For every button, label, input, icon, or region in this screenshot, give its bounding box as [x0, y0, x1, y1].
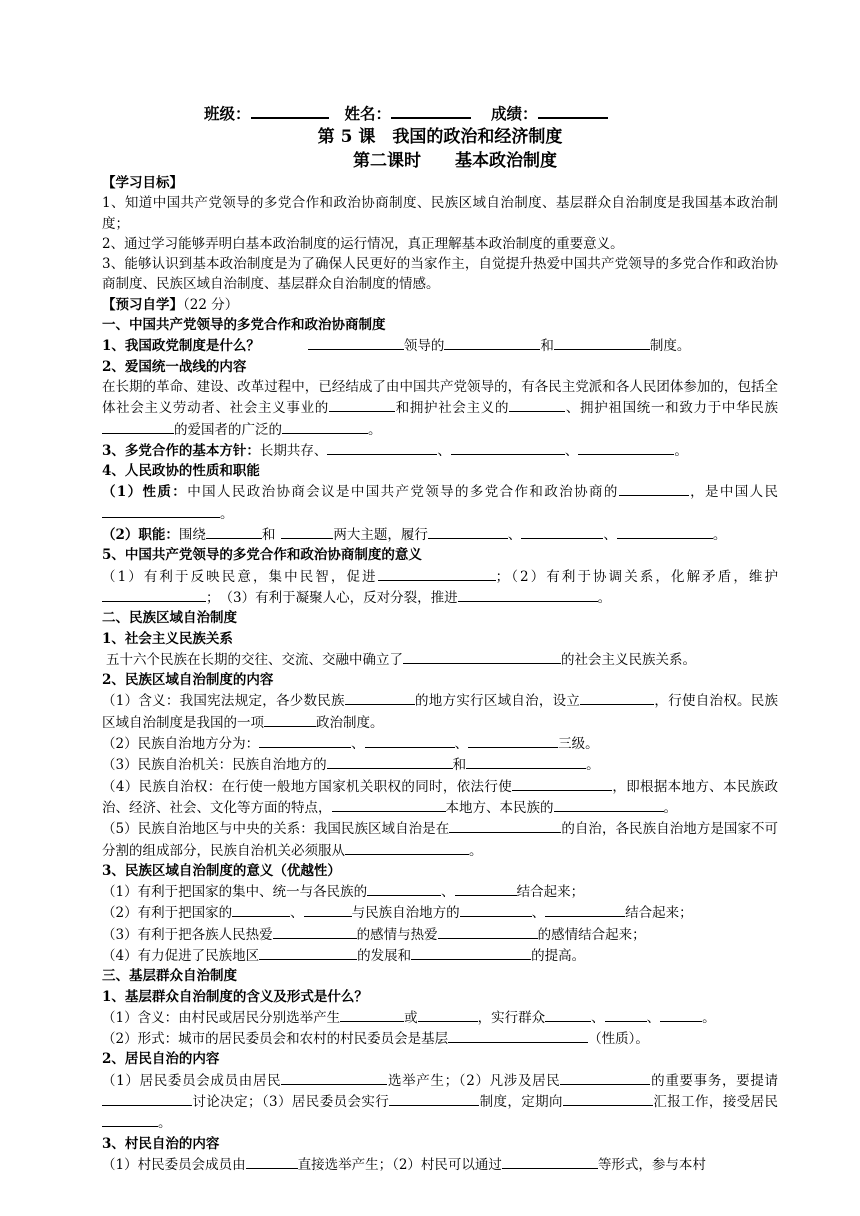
text: 讨论决定；（3）居民委员会实行 [192, 1094, 390, 1111]
s2-q3-3 [102, 924, 778, 945]
blank[interactable] [304, 902, 352, 917]
s2-q2-3 [102, 754, 778, 775]
blank[interactable] [102, 1091, 192, 1106]
name-label: 姓名： [344, 104, 392, 123]
class-label: 班级： [204, 104, 251, 123]
text: 的自治，各民族自治地方是国家不可分割的组成部分，民族自治机关必须服从 [102, 821, 779, 859]
text: 、 [646, 1009, 661, 1026]
blank[interactable] [403, 649, 561, 664]
blank[interactable] [578, 440, 674, 455]
blank[interactable] [232, 902, 290, 917]
text: （2）民族自治地方分为： [102, 736, 260, 753]
blank[interactable] [617, 524, 713, 539]
text: （4）民族自治权：在行使一般地方国家机关职权的同时，依法行使 [102, 778, 513, 795]
text: 制度，定期向 [479, 1094, 563, 1111]
text: （1）居民委员会成员由居民 [102, 1072, 282, 1089]
blank[interactable] [428, 524, 508, 539]
blank[interactable] [455, 881, 517, 896]
text: 、 [290, 905, 304, 922]
blank[interactable] [502, 1154, 598, 1169]
text: 。 [220, 505, 234, 522]
blank[interactable] [102, 503, 220, 518]
objective-item-3: 3、能够认识到基本政治制度是为了确保人民更好的当家作主，自觉提升热爱中国共产党领导的多党合作和政治协商制度、民族区域自治制度、基层群众自治制度的情感。 [102, 256, 778, 293]
blank[interactable] [449, 818, 561, 833]
s2-q3-title: 3、民族区域自治制度的意义（优越性） [102, 862, 341, 879]
worksheet-content [102, 101, 778, 1175]
lesson-title: 第 5 课 我国的政治和经济制度 [317, 127, 563, 147]
blank[interactable] [281, 1070, 387, 1085]
objective-item-1: 1、知道中国共产党领导的多党合作和政治协商制度、民族区域自治制度、基层群众自治制度是我国基本政治制度； [102, 195, 778, 232]
blank[interactable] [378, 566, 496, 581]
text: 。 [597, 589, 612, 606]
blank[interactable] [554, 797, 664, 812]
blank[interactable] [451, 440, 565, 455]
blank[interactable] [327, 754, 453, 769]
s1-q5-title: 5、中国共产党领导的多党合作和政治协商制度的意义 [102, 547, 422, 564]
text: 与民族自治地方的 [351, 905, 460, 922]
s3-q2-body [102, 1070, 778, 1134]
text: 制度。 [649, 338, 691, 355]
name-field[interactable] [391, 101, 471, 119]
text: 选举产生；（2）凡涉及居民 [387, 1072, 561, 1089]
blank[interactable] [512, 776, 612, 791]
text: 和 [261, 527, 276, 544]
s3-q1-title: 1、基层群众自治制度的含义及形式是什么？ [102, 988, 368, 1005]
text: 。 [702, 1009, 716, 1026]
text: （5）民族自治地区与中央的关系：我国民族区域自治是在 [102, 821, 450, 838]
text: ，是中国人民 [688, 484, 779, 501]
text: 和 [452, 757, 467, 774]
text: ； （3）有利于凝聚人心，反对分裂，推进 [206, 589, 458, 606]
blank[interactable] [345, 690, 415, 705]
text: 、 [437, 442, 451, 459]
text: 围绕 [178, 527, 206, 544]
text: （3）民族自治机关：民族自治地方的 [102, 757, 327, 774]
blank[interactable] [545, 1007, 591, 1022]
s1-q2-body [102, 377, 778, 440]
blank[interactable] [102, 587, 206, 602]
s1-q3 [102, 440, 778, 461]
text: 、 [454, 736, 469, 753]
s3-q3-title: 3、村民自治的内容 [102, 1135, 220, 1152]
blank[interactable] [438, 924, 538, 939]
blank[interactable] [332, 797, 446, 812]
blank[interactable] [273, 924, 357, 939]
student-info-header [152, 101, 778, 125]
s3-q1-2 [102, 1028, 778, 1049]
s2-q2-title: 2、民族区域自治制度的内容 [102, 672, 274, 689]
blank[interactable] [365, 733, 455, 748]
blank[interactable] [340, 1007, 404, 1022]
s2-q1-title: 1、社会主义民族关系 [102, 630, 233, 647]
blank[interactable] [509, 397, 565, 412]
s1-q1 [102, 335, 778, 356]
text: （4）有力促进了民族地区 [102, 947, 260, 964]
s2-q3-4 [102, 945, 778, 966]
section-2-title: 二、民族区域自治制度 [102, 610, 237, 627]
s1-q2-title: 2、爱国统一战线的内容 [102, 358, 247, 375]
blank[interactable] [206, 524, 262, 539]
text: 领导的 [403, 338, 445, 355]
text: 。 [158, 1115, 172, 1132]
score-label: 成绩： [491, 104, 538, 123]
s2-q2-2 [102, 733, 778, 754]
text: （1）有利于反映民意，集中民智，促进 [102, 568, 378, 585]
class-field[interactable] [251, 101, 329, 119]
text: （1）有利于把国家的集中、统一与各民族的 [102, 884, 368, 901]
blank[interactable] [367, 881, 441, 896]
blank[interactable] [660, 1007, 702, 1022]
blank[interactable] [545, 902, 625, 917]
preview-heading: 【预习自学】 [102, 296, 183, 313]
text: ，行使自治权。民族区域自治制度是我国的一项 [102, 693, 779, 731]
text: 两大主题，履行 [333, 527, 428, 544]
text: 汇报工作，接受居民 [652, 1094, 779, 1111]
blank[interactable] [458, 587, 598, 602]
blank[interactable] [345, 840, 469, 855]
blank[interactable] [554, 335, 650, 350]
objectives-heading: 【学习目标】 [102, 175, 183, 191]
s1-q4-1-label: （1）性质： [102, 484, 188, 501]
text: 的发展和 [357, 947, 412, 964]
text: （性质）。 [588, 1031, 649, 1048]
text: 、 [591, 1009, 605, 1026]
text: 的感情与热爱 [356, 926, 438, 943]
text: （1）含义：由村民或居民分别选举产生 [102, 1009, 341, 1026]
section-3-title: 三、基层群众自治制度 [102, 968, 237, 985]
s3-q1-1 [102, 1007, 778, 1028]
blank[interactable] [466, 754, 586, 769]
text: 、 [564, 442, 579, 459]
text: 的提高。 [531, 947, 586, 964]
blank[interactable] [468, 733, 558, 748]
blank[interactable] [580, 690, 654, 705]
text: （1）村民委员会成员由 [102, 1156, 246, 1173]
text: 。 [586, 757, 600, 774]
text: 三级。 [558, 736, 599, 753]
blank[interactable] [281, 524, 333, 539]
text: 、拥护祖国统一和致力于中华民族 [565, 400, 778, 417]
blank[interactable] [282, 419, 368, 434]
text: 的重要事务，要提请 [650, 1072, 778, 1089]
blank[interactable] [246, 1154, 298, 1169]
blank[interactable] [411, 945, 531, 960]
score-field[interactable] [538, 101, 608, 119]
s2-q2-1 [102, 690, 778, 733]
text: 等形式，参与本村 [597, 1156, 706, 1173]
text: 。 [712, 527, 727, 544]
text: （2）形式：城市的居民委员会和农村的村民委员会是基层 [102, 1031, 449, 1048]
blank[interactable] [619, 481, 689, 496]
s2-q3-1 [102, 881, 778, 902]
blank[interactable] [444, 335, 540, 350]
period-title: 第二课时 基本政治制度 [353, 151, 557, 171]
s1-q4-1 [102, 481, 778, 524]
text: 、 [351, 736, 365, 753]
s2-q3-2 [102, 902, 778, 923]
text: 的爱国者的广泛的 [174, 421, 282, 438]
preview-heading-line [102, 295, 778, 315]
text: 、 [507, 527, 522, 544]
blank[interactable] [563, 1091, 653, 1106]
blank[interactable] [102, 419, 174, 434]
text: 结合起来； [625, 905, 693, 922]
section-1-title: 一、中国共产党领导的多党合作和政治协商制度 [102, 317, 386, 334]
text: 中国人民政治协商会议是中国共产党领导的多党合作和政治协商的 [187, 484, 619, 501]
blank[interactable] [102, 1112, 158, 1127]
blank[interactable] [560, 1070, 650, 1085]
text: 。 [469, 842, 483, 859]
blank[interactable] [259, 945, 357, 960]
text: 。 [663, 799, 677, 816]
text: （3）有利于把各族人民热爱 [102, 926, 273, 943]
s1-q4-title: 4、人民政协的性质和职能 [102, 463, 260, 480]
s3-q3-body [102, 1154, 778, 1175]
text: 和拥护社会主义的 [395, 400, 510, 417]
blank[interactable] [327, 440, 437, 455]
text: 的地方实行区域自治，设立 [414, 693, 581, 710]
text: 、 [531, 905, 546, 922]
text: 本地方、本民族的 [445, 799, 554, 816]
s1-q5-body [102, 566, 778, 609]
s2-q2-5 [102, 818, 778, 861]
text: 的感情结合起来； [537, 926, 646, 943]
blank[interactable] [329, 397, 395, 412]
s1-q4-2 [102, 524, 778, 545]
text: 、 [441, 884, 455, 901]
text: 或 [404, 1009, 418, 1026]
s2-q2-4 [102, 776, 778, 819]
s1-q1-label: 1、我国政党制度是什么？ [102, 338, 260, 355]
text: 结合起来； [516, 884, 585, 901]
blank[interactable] [605, 1007, 647, 1022]
text: （2）有利于把国家的 [102, 905, 233, 922]
objective-item-2: 2、通过学习能够弄明白基本政治制度的运行情况，真正理解基本政治制度的重要意义。 [102, 235, 624, 252]
text: 的社会主义民族关系。 [561, 651, 696, 668]
text: 长期共存、 [259, 442, 328, 459]
text: ，即根据本地方、本民族政治、经济、社会、文化等方面的特点， [102, 778, 779, 816]
blank[interactable] [308, 335, 404, 350]
text: 直接选举产生；（2）村民可以通过 [297, 1156, 502, 1173]
text: 。 [674, 442, 688, 459]
blank[interactable] [259, 733, 351, 748]
blank[interactable] [460, 902, 532, 917]
text: 五十六个民族在长期的交往、交流、交融中确立了 [106, 651, 403, 668]
text: 。 [368, 421, 382, 438]
s1-q4-2-label: （2）职能： [102, 527, 179, 544]
blank[interactable] [418, 1007, 478, 1022]
text: 在长期的革命、建设、改革过程中，已经结成了由中国共产党领导的，有各民主党派和各人民团体参加的，包括全体社会主义劳动者、社会主义事业的 [102, 378, 778, 417]
text: 政治制度。 [316, 714, 384, 731]
s1-q3-label: 3、多党合作的基本方针： [102, 442, 260, 459]
text: 和 [540, 338, 554, 355]
blank[interactable] [448, 1028, 588, 1043]
blank[interactable] [389, 1091, 479, 1106]
s3-q2-title: 2、居民自治的内容 [102, 1051, 220, 1068]
preview-points: （22 分） [183, 296, 239, 313]
text: ，实行群众 [477, 1009, 546, 1026]
s2-q1-body [102, 649, 778, 670]
text: （1）含义：我国宪法规定，各少数民族 [102, 693, 345, 710]
text: 、 [603, 527, 617, 544]
blank[interactable] [264, 712, 316, 727]
blank[interactable] [521, 524, 603, 539]
text: ；（2）有利于协调关系，化解矛盾，维护 [495, 568, 778, 585]
